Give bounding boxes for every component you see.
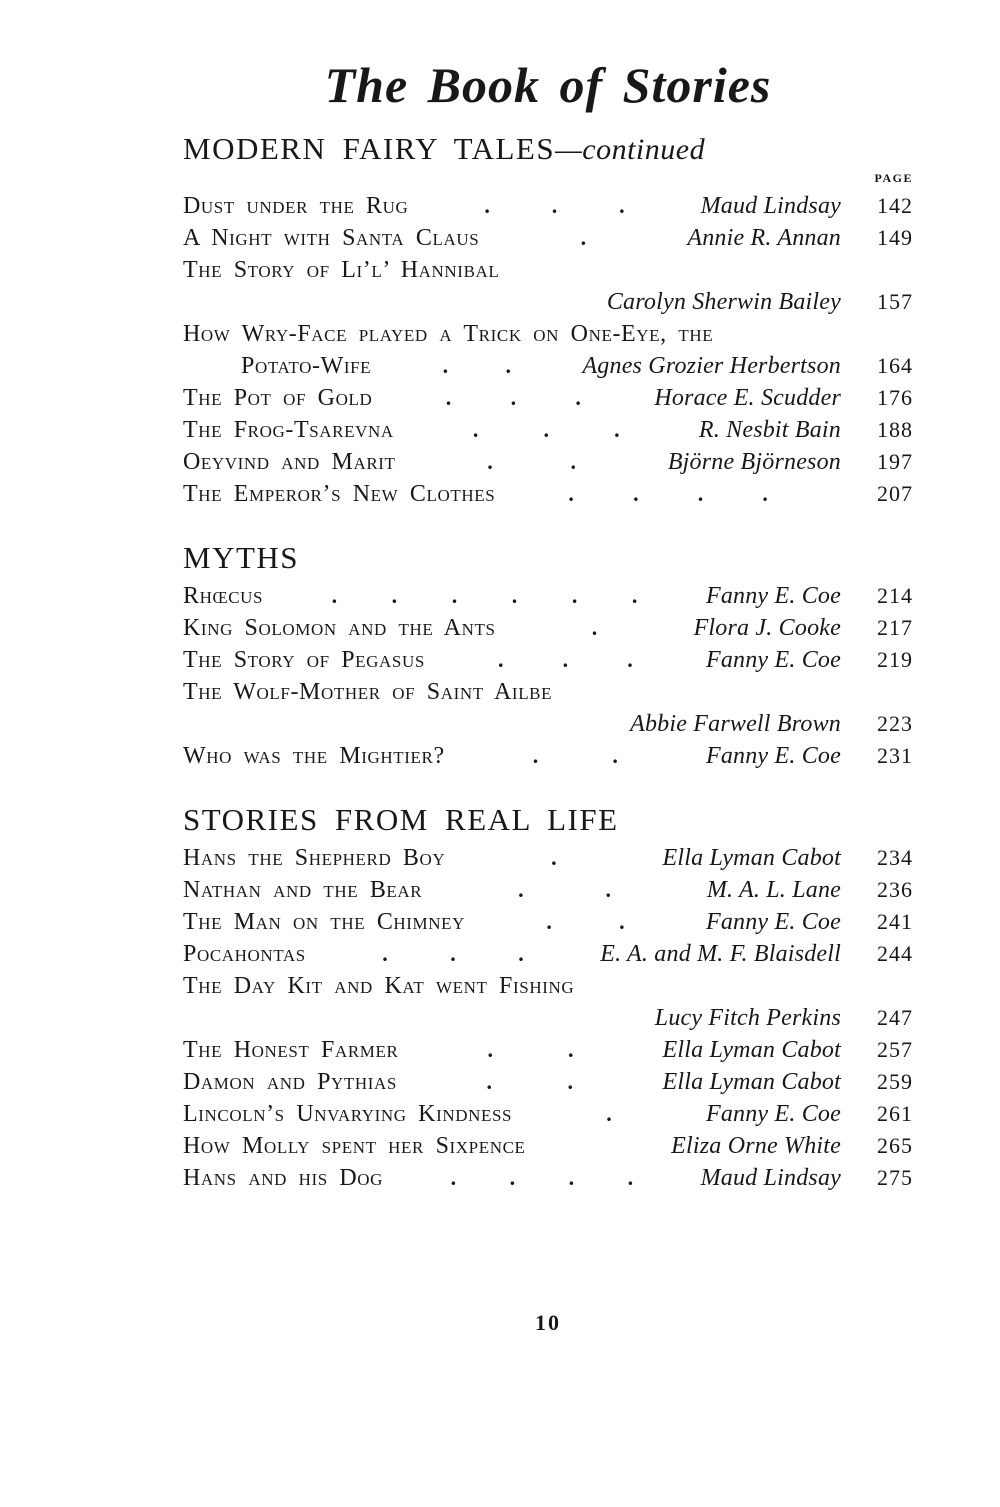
leader-dot: . [391,583,398,608]
leader-dot: . [568,1165,575,1190]
toc-entry-title: Who was the Mightier? [183,743,445,769]
toc-row [183,417,913,449]
toc-row [183,743,913,775]
toc-entry-page: 217 [877,615,913,640]
toc-section [183,801,913,1197]
toc-entry-title: The Man on the Chimney [183,909,466,935]
dot-leader [425,647,706,673]
toc-entry-page: 214 [877,583,913,608]
leader-dot: . [487,449,493,474]
leader-dot: . [575,385,581,410]
toc-entry-page: 219 [877,647,913,672]
dot-leader [408,193,700,219]
leader-dot: . [619,193,625,218]
toc-entry-page: 231 [877,743,913,768]
toc-row [183,1165,913,1197]
leader-dot: . [633,481,639,506]
section-rows [183,193,913,513]
dot-leader [512,1101,706,1127]
leader-dot: . [505,353,511,378]
toc-row [183,647,913,679]
toc-entry-page: 223 [877,711,913,736]
toc-entry-title: Rhœcus [183,583,264,609]
leader-dot: . [562,647,569,672]
toc-entry-page: 241 [877,909,913,934]
toc-entry-author: Ella Lyman Cabot [662,1069,841,1095]
toc-entry-title: The Emperor’s New Clothes [183,481,496,507]
toc-entry-author: Fanny E. Coe [705,909,841,935]
toc-row [183,941,913,973]
leader-dot: . [631,583,638,608]
leader-dot: . [546,909,552,934]
toc-entry-title: The Story of Pegasus [183,647,425,673]
toc-entry-page: 176 [877,385,913,410]
section-heading-text: MODERN FAIRY TALES [183,131,556,166]
leader-dot: . [518,877,524,902]
dot-leader [445,845,662,871]
toc-row [183,449,913,481]
dot-leader [306,941,600,967]
toc-entry-author: Björne Björneson [667,449,841,475]
toc-entry-author: Agnes Grozier Herbertson [582,353,841,379]
leader-dot: . [510,385,517,410]
leader-dot: . [382,941,388,966]
toc-row [183,289,913,321]
toc-entry-author: R. Nesbit Bain [698,417,841,443]
toc-section [183,130,913,513]
toc-row [183,225,913,257]
toc-row [183,845,913,877]
leader-dot: . [697,481,704,506]
dot-leader [445,743,706,769]
book-title: The Book of Stories [324,57,772,113]
dot-leader [495,481,841,507]
toc-entry-author: Eliza Orne White [671,1133,841,1159]
toc-entry-title: Lincoln’s Unvarying Kindness [183,1101,513,1127]
section-heading [183,130,913,169]
toc-entry-title: Potato-Wife [241,353,372,379]
leader-dot: . [498,647,504,672]
toc-row [183,877,913,909]
toc-entry-title: Damon and Pythias [183,1069,397,1095]
section-heading [183,539,913,577]
toc-row [183,193,913,225]
toc-entry-page: 257 [877,1037,913,1062]
toc-entry-page: 164 [877,353,913,378]
leader-dot: . [486,1069,492,1094]
toc-entry-title: How Wry-Face played a Trick on One-Eye, the [183,321,714,347]
toc-entry-author: Ella Lyman Cabot [662,1037,841,1063]
toc-entry-page: 247 [877,1005,913,1030]
section-heading [183,801,913,839]
leader-dot: . [762,481,768,506]
leader-dot: . [472,417,479,442]
leader-dot: . [567,1069,573,1094]
toc-row [183,1133,913,1165]
toc-row [183,711,913,743]
toc-entry-title: Hans and his Dog [183,1165,384,1191]
leader-dot: . [450,1165,457,1190]
section-heading-text: MYTHS [183,540,300,575]
toc-section [183,539,913,775]
toc-row [183,583,913,615]
toc-entry-page: 275 [877,1165,913,1190]
dot-leader [496,615,694,641]
leader-dot: . [509,1165,516,1190]
toc-row [183,257,913,289]
toc-entry-author: Fanny E. Coe [705,743,841,769]
toc-entry-title: Nathan and the Bear [183,877,423,903]
toc-entry-page: 259 [877,1069,913,1094]
leader-dot: . [532,743,539,768]
toc-entry-title: The Day Kit and Kat went Fishing [183,973,575,999]
leader-dot: . [450,941,456,966]
leader-dot: . [445,385,452,410]
toc-sections [183,130,913,1197]
dot-leader [479,225,687,251]
toc-row [183,909,913,941]
dot-leader [397,1069,663,1095]
dot-leader [396,449,668,475]
leader-dot: . [442,353,449,378]
toc-entry-title: Hans the Shepherd Boy [183,845,446,871]
toc-entry-title: King Solomon and the Ants [183,615,496,641]
toc-entry-author: M. A. L. Lane [706,877,841,903]
toc-entry-page: 188 [877,417,913,442]
toc-entry-page: 261 [877,1101,913,1126]
toc-entry-author: Annie R. Annan [687,225,841,251]
toc-entry-author: Maud Lindsay [700,193,841,219]
toc-row [183,1005,913,1037]
toc-entry-title: The Frog-Tsarevna [183,417,394,443]
leader-dot: . [487,1037,493,1062]
section-heading-text: STORIES FROM REAL LIFE [183,802,619,837]
leader-dot: . [606,1101,612,1126]
toc-entry-title: The Pot of Gold [183,385,373,411]
toc-entry-author: Ella Lyman Cabot [662,845,841,871]
dot-leader [394,417,699,443]
toc-entry-page: 234 [877,845,913,870]
leader-dot: . [570,449,577,474]
toc-entry-title: Oeyvind and Marit [183,449,396,475]
leader-dot: . [518,941,524,966]
dot-leader [398,1037,662,1063]
leader-dot: . [568,481,574,506]
leader-dot: . [571,583,578,608]
toc-row [183,973,913,1005]
toc-entry-page: 265 [877,1133,913,1158]
leader-dot: . [551,193,558,218]
toc-entry-author: Carolyn Sherwin Bailey [606,289,841,315]
section-rows [183,845,913,1197]
toc-entry-page: 197 [877,449,913,474]
toc-entry-author: Fanny E. Coe [705,647,841,673]
toc-entry-author: Lucy Fitch Perkins [654,1005,841,1031]
toc-row [183,679,913,711]
toc-entry-title: Pocahontas [183,941,306,967]
toc-entry-author: E. A. and M. F. Blaisdell [600,941,841,967]
leader-dot: . [567,1037,574,1062]
leader-dot: . [484,193,490,218]
leader-dot: . [551,845,557,870]
toc-entry-title: A Night with Santa Claus [183,225,480,251]
toc-entry-page: 142 [877,193,913,218]
toc-row [183,1101,913,1133]
leader-dot: . [580,225,587,250]
toc-row [183,321,913,353]
toc-entry-title: The Honest Farmer [183,1037,399,1063]
toc-row [183,385,913,417]
leader-dot: . [511,583,518,608]
toc-entry-author: Fanny E. Coe [705,1101,841,1127]
toc-entry-page: 207 [877,481,913,506]
dot-leader [383,1165,701,1191]
leader-dot: . [612,743,618,768]
leader-dot: . [543,417,550,442]
leader-dot: . [605,877,611,902]
dot-leader [372,385,654,411]
toc-entry-page: 244 [877,941,913,966]
leader-dot: . [451,583,458,608]
toc-entry-page: 236 [877,877,913,902]
leader-dot: . [614,417,620,442]
toc-row [183,615,913,647]
dot-leader [422,877,707,903]
toc-row [183,1069,913,1101]
leader-dot: . [591,615,598,640]
toc-entry-author: Fanny E. Coe [705,583,841,609]
toc-entry-author: Flora J. Cooke [693,615,841,641]
toc-entry-author: Horace E. Scudder [654,385,841,411]
leader-dot: . [331,583,338,608]
toc-entry-title: The Wolf-Mother of Saint Ailbe [183,679,553,705]
toc-entry-title: How Molly spent her Sixpence [183,1133,526,1159]
leader-dot: . [627,647,633,672]
toc-entry-title: The Story of Li’l’ Hannibal [183,257,500,283]
toc-entry-page: 157 [877,289,913,314]
folio-page-number: 10 [535,1310,561,1335]
dot-leader [465,909,706,935]
toc-row [183,1037,913,1069]
toc-entry-page: 149 [877,225,913,250]
leader-dot: . [619,909,625,934]
toc-entry-title: Dust under the Rug [183,193,409,219]
section-rows [183,583,913,775]
toc-entry-author: Maud Lindsay [700,1165,841,1191]
page-content [183,0,913,1197]
toc-entry-author: Abbie Farwell Brown [630,711,841,737]
leader-dot: . [627,1165,634,1190]
section-heading-suffix: —continued [555,133,706,166]
toc-row [183,353,913,385]
page-column-header: PAGE [874,171,913,185]
toc-row [183,481,913,513]
dot-leader [263,583,706,609]
dot-leader [371,353,582,379]
